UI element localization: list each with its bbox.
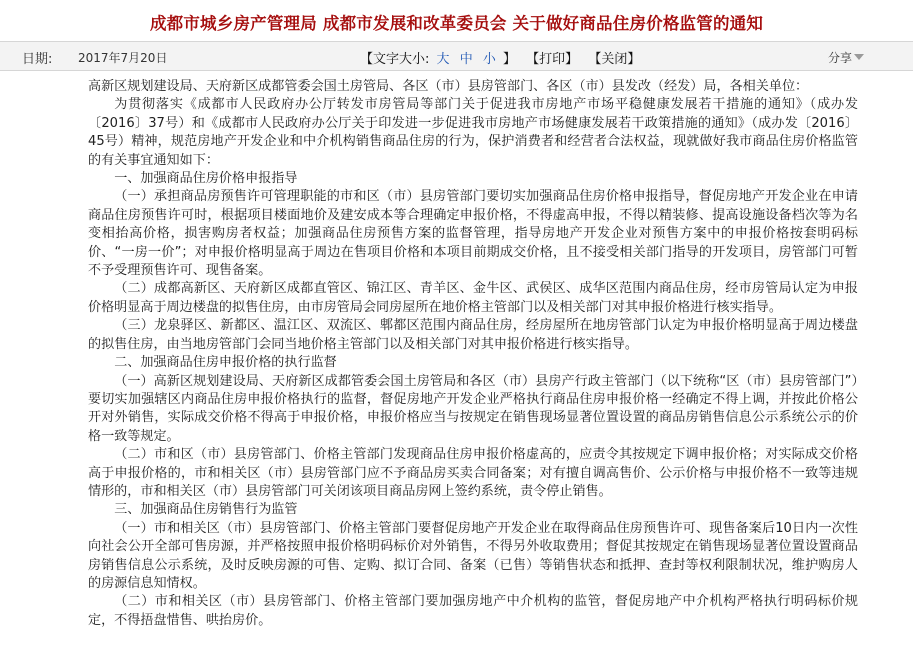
section-heading: 二、加强商品住房申报价格的执行监督: [114, 355, 337, 371]
share-label: 分享: [828, 51, 853, 65]
section-heading: 一、加强商品住房价格申报指导: [114, 171, 298, 187]
body-paragraph: （二）成都高新区、天府新区成都直管区、锦江区、青羊区、金牛区、武侯区、成华区范围内商品住房，经市房管局认定为申报价格明显高于周边楼盘的拟售住房，由市房管局会同房屋所在地价格主管部门以及相关部门对其申报价格进行核实指导。: [88, 281, 858, 315]
body-paragraph: （一）高新区规划建设局、天府新区成都管委会国土房管局和各区（市）县房产行政主管部门（以下统称“区（市）县房管部门”）要切实加强辖区内商品住房申报价格执行的监督，督促房地产开发企业严格执行商品住房申报价格一经确定不得上调，并按此价格公开对外销售，实际成交价格不得高于申报价格，申报价格应当与按规定在销售现场显著位置设置的商品房销售信息公示系统公示的价格一致等规定。: [88, 373, 858, 444]
publish-date: 2017年7月20日: [78, 51, 168, 65]
addressee-paragraph: 高新区规划建设局、天府新区成都管委会国土房管局、各区（市）县房管部门、各区（市）县发改（经发）局，各相关单位：: [88, 79, 809, 94]
text-size-close-bracket: 】: [503, 52, 517, 67]
font-size-large-link[interactable]: 大: [436, 52, 450, 67]
body-paragraph: （三）龙泉驿区、新都区、温江区、双流区、郫都区范围内商品住房，经房屋所在地房管部门认定为申报价格明显高于周边楼盘的拟售住房，由当地房管部门会同当地价格主管部门以及相关部门对其申报价格进行核实指导。: [88, 318, 858, 352]
article-body: [88, 78, 858, 630]
print-button[interactable]: 【打印】: [526, 52, 579, 67]
share-button[interactable]: [828, 49, 864, 66]
chevron-down-icon: [854, 54, 864, 60]
font-size-medium-link[interactable]: 中: [459, 52, 473, 67]
text-size-label: 【文字大小:: [360, 52, 430, 67]
body-paragraph: （一）承担商品房预售许可管理职能的市和区（市）县房管部门要切实加强商品住房价格申报指导，督促房地产开发企业在申请商品住房预售许可时，根据项目楼面地价及建安成本等合理确定申报价格，不得虚高申报，不得以精装修、提高设施设备档次等为名变相抬高价格，损害购房者权益；加强商品住房预售方案的监督管理，指导房地产开发企业对预售方案中的申报价格按套明码标价、“一房一价”；对申报价格明显高于周边在售项目价格和本项目前期成交价格，且不接受相关部门指导的开发项目，房管部门可暂不予受理预售许可、现售备案。: [88, 189, 858, 279]
section-heading: 三、加强商品住房销售行为监管: [114, 502, 298, 518]
close-button[interactable]: 【关闭】: [588, 52, 641, 67]
body-paragraph: （二）市和相关区（市）县房管部门、价格主管部门要加强房地产中介机构的监管，督促房地产中介机构严格执行明码标价规定，不得捂盘惜售、哄抬房价。: [88, 594, 858, 628]
date-label: 日期:: [22, 52, 53, 67]
body-paragraph: 为贯彻落实《成都市人民政府办公厅转发市房管局等部门关于促进我市房地产市场平稳健康发展若干措施的通知》（成办发〔2016〕37号）和《成都市人民政府办公厅关于印发进一步促进我市房地产市场健康发展若干政策措施的通知》（成办发〔2016〕45号）精神，规范房地产开发企业和中介机构销售商品住房的行为，保护消费者和经营者合法权益，现就做好我市商品住房价格监管的有关事宜通知如下：: [88, 97, 858, 168]
body-paragraph: （二）市和区（市）县房管部门、价格主管部门发现商品住房申报价格虚高的，应责令其按规定下调申报价格；对实际成交价格高于申报价格的，市和相关区（市）县房管部门应不予商品房买卖合同备案；对有擅自调高售价、公示价格与申报价格不一致等违规情形的，市和相关区（市）县房管部门可关闭该项目商品房网上签约系统，责令停止销售。: [88, 447, 858, 499]
text-tools: [360, 48, 640, 67]
font-size-small-link[interactable]: 小: [482, 52, 496, 67]
article-toolbar: [0, 41, 913, 71]
body-paragraph: （一）市和相关区（市）县房管部门、价格主管部门要督促房地产开发企业在取得商品住房预售许可、现售备案后10日内一次性向社会公开全部可售房源，并严格按照申报价格明码标价对外销售，不得另外收取费用；督促其按规定在销售现场显著位置设置商品房销售信息公示系统，及时反映房源的可售、定购、拟订合同、备案（已售）等销售状态和抵押、查封等权利限制状况，维护购房人的房源信息知情权。: [88, 520, 858, 591]
page-title: 成都市城乡房产管理局 成都市发展和改革委员会 关于做好商品住房价格监管的通知: [149, 14, 764, 33]
